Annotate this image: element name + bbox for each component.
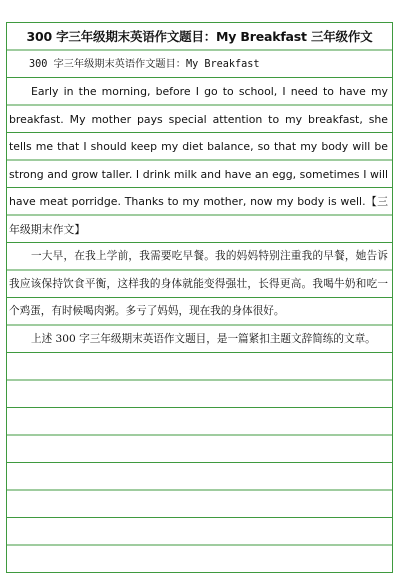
chinese-translation-paragraph: 一大早，在我上学前，我需要吃早餐。我的妈妈特别注重我的早餐，她告诉我应该保持饮食平衡，这样我的身体就能变得强壮，长得更高。我喝牛奶和吃一个鸡蛋，有时候喝肉粥。多亏了妈妈，现在我的身体很好。: [9, 250, 388, 317]
document-title: 300 字三年级期末英语作文题目：My Breakfast 三年级作文: [26, 29, 373, 44]
document-body: [7, 23, 392, 353]
summary-paragraph: 上述 300 字三年级期末英语作文题目，是一篇紧扣主题文辞简练的文章。: [31, 332, 376, 345]
document-subtitle: 300 字三年级期末英语作文题目：My Breakfast: [29, 58, 260, 70]
lined-paper-frame: [6, 22, 393, 573]
english-essay-paragraph: Early in the morning, before I go to school, I need to have my breakfast. My mother pays special attention to my breakfast, she tells me that I should keep my diet balance, so that my body will be strong and grow taller. I drink milk and have an egg, sometimes I will have meat porridge. Thanks to my mother, now my body is well.【三年级期末作文】: [9, 85, 388, 236]
